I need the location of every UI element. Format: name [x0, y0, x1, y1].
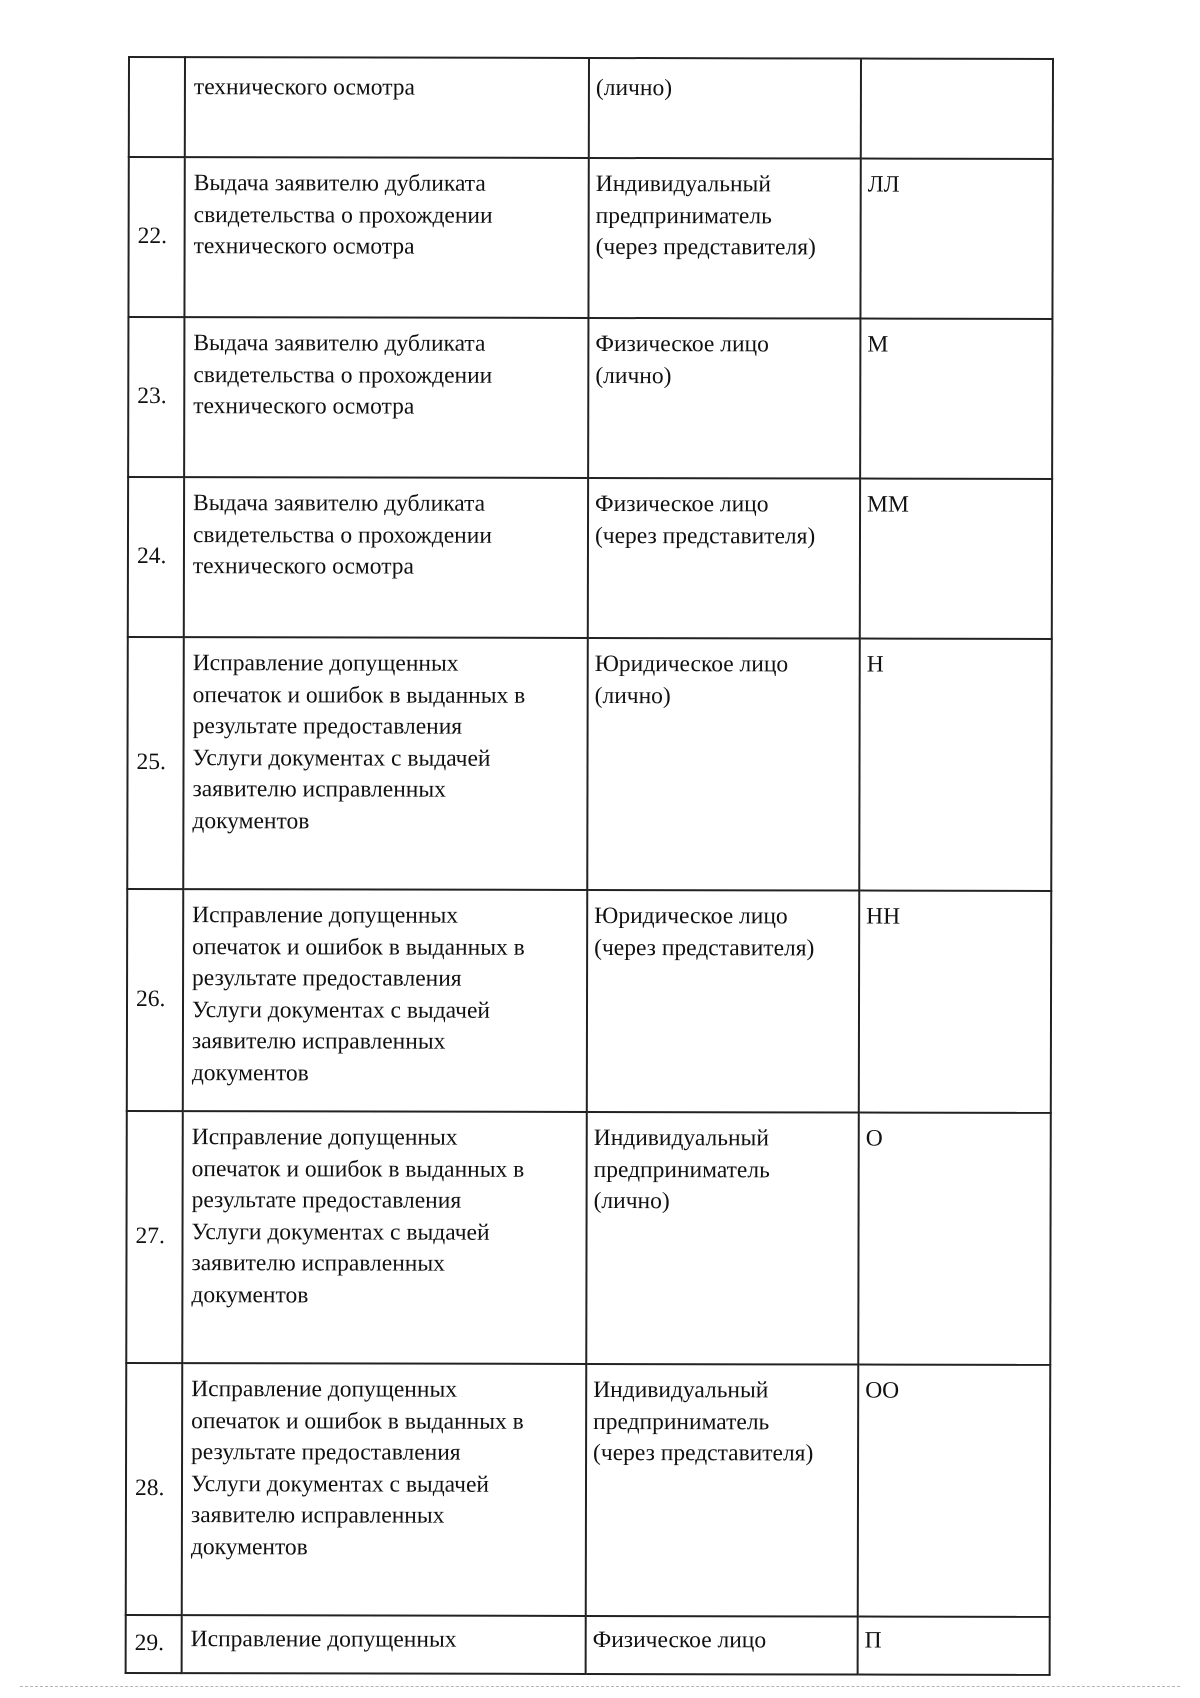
applicant-type: Физическое лицо (лично)	[595, 330, 769, 389]
applicant-type: Юридическое лицо (лично)	[594, 650, 789, 709]
applicant-type: Физическое лицо	[592, 1626, 767, 1654]
variant-code: ММ	[860, 479, 1052, 639]
variant-code: ЛЛ	[860, 159, 1052, 319]
row-number	[129, 57, 185, 157]
table-row	[129, 57, 1053, 159]
row-number: 29.	[126, 1615, 182, 1673]
services-table	[125, 56, 1054, 1676]
service-name: Исправление допущенных	[190, 1626, 457, 1653]
variant-code: М	[860, 319, 1052, 479]
service-name: Выдача заявителю дубликата свидетельства о прохождении технического осмотра	[193, 170, 493, 260]
variant-code	[861, 59, 1053, 159]
service-name: технического осмотра	[193, 74, 415, 101]
row-number: 28.	[126, 1363, 183, 1615]
variant-code: Н	[859, 639, 1052, 891]
service-name: Исправление допущенных опечаток и ошибок в выданных в результате предоставления Услуги документах с выдачей заявителю исправленных документов	[191, 1124, 525, 1308]
service-name: Выдача заявителю дубликата свидетельства о прохождении технического осмотра	[193, 330, 493, 420]
variant-code: НН	[859, 891, 1051, 1113]
applicant-type: Юридическое лицо (через представителя)	[594, 902, 815, 961]
applicant-type: (лично)	[595, 74, 673, 102]
service-name: Исправление допущенных опечаток и ошибок в выданных в результате предоставления Услуги документах с выдачей заявителю исправленных документов	[192, 650, 526, 834]
applicant-type: Физическое лицо (через представителя)	[594, 490, 816, 549]
applicant-type: Индивидуальный предприниматель (через представителя)	[595, 170, 816, 261]
applicant-type: Индивидуальный предприниматель (через представителя)	[593, 1376, 814, 1467]
row-number: 24.	[128, 477, 184, 637]
table-row	[127, 889, 1051, 1113]
row-number: 22.	[128, 157, 184, 317]
table-row	[128, 317, 1052, 479]
variant-code: О	[858, 1113, 1051, 1365]
scan-edge-line	[20, 1686, 1180, 1687]
table-row	[128, 157, 1052, 319]
applicant-type: Индивидуальный предприниматель (лично)	[593, 1124, 770, 1215]
service-name: Выдача заявителю дубликата свидетельства о прохождении технического осмотра	[192, 490, 492, 580]
row-number: 26.	[127, 889, 183, 1111]
row-number: 25.	[127, 637, 184, 889]
table-row	[127, 637, 1052, 891]
variant-code: П	[858, 1617, 1050, 1675]
service-name: Исправление допущенных опечаток и ошибок в выданных в результате предоставления Услуги документах с выдачей заявителю исправленных документов	[191, 902, 525, 1086]
table-row	[128, 477, 1052, 639]
table-row	[126, 1615, 1050, 1675]
row-number: 23.	[128, 317, 184, 477]
table-row	[126, 1111, 1051, 1365]
table-row	[126, 1363, 1051, 1617]
service-name: Исправление допущенных опечаток и ошибок в выданных в результате предоставления Услуги документах с выдачей заявителю исправленных документов	[190, 1376, 524, 1560]
variant-code: ОО	[858, 1365, 1051, 1617]
row-number: 27.	[126, 1111, 183, 1363]
